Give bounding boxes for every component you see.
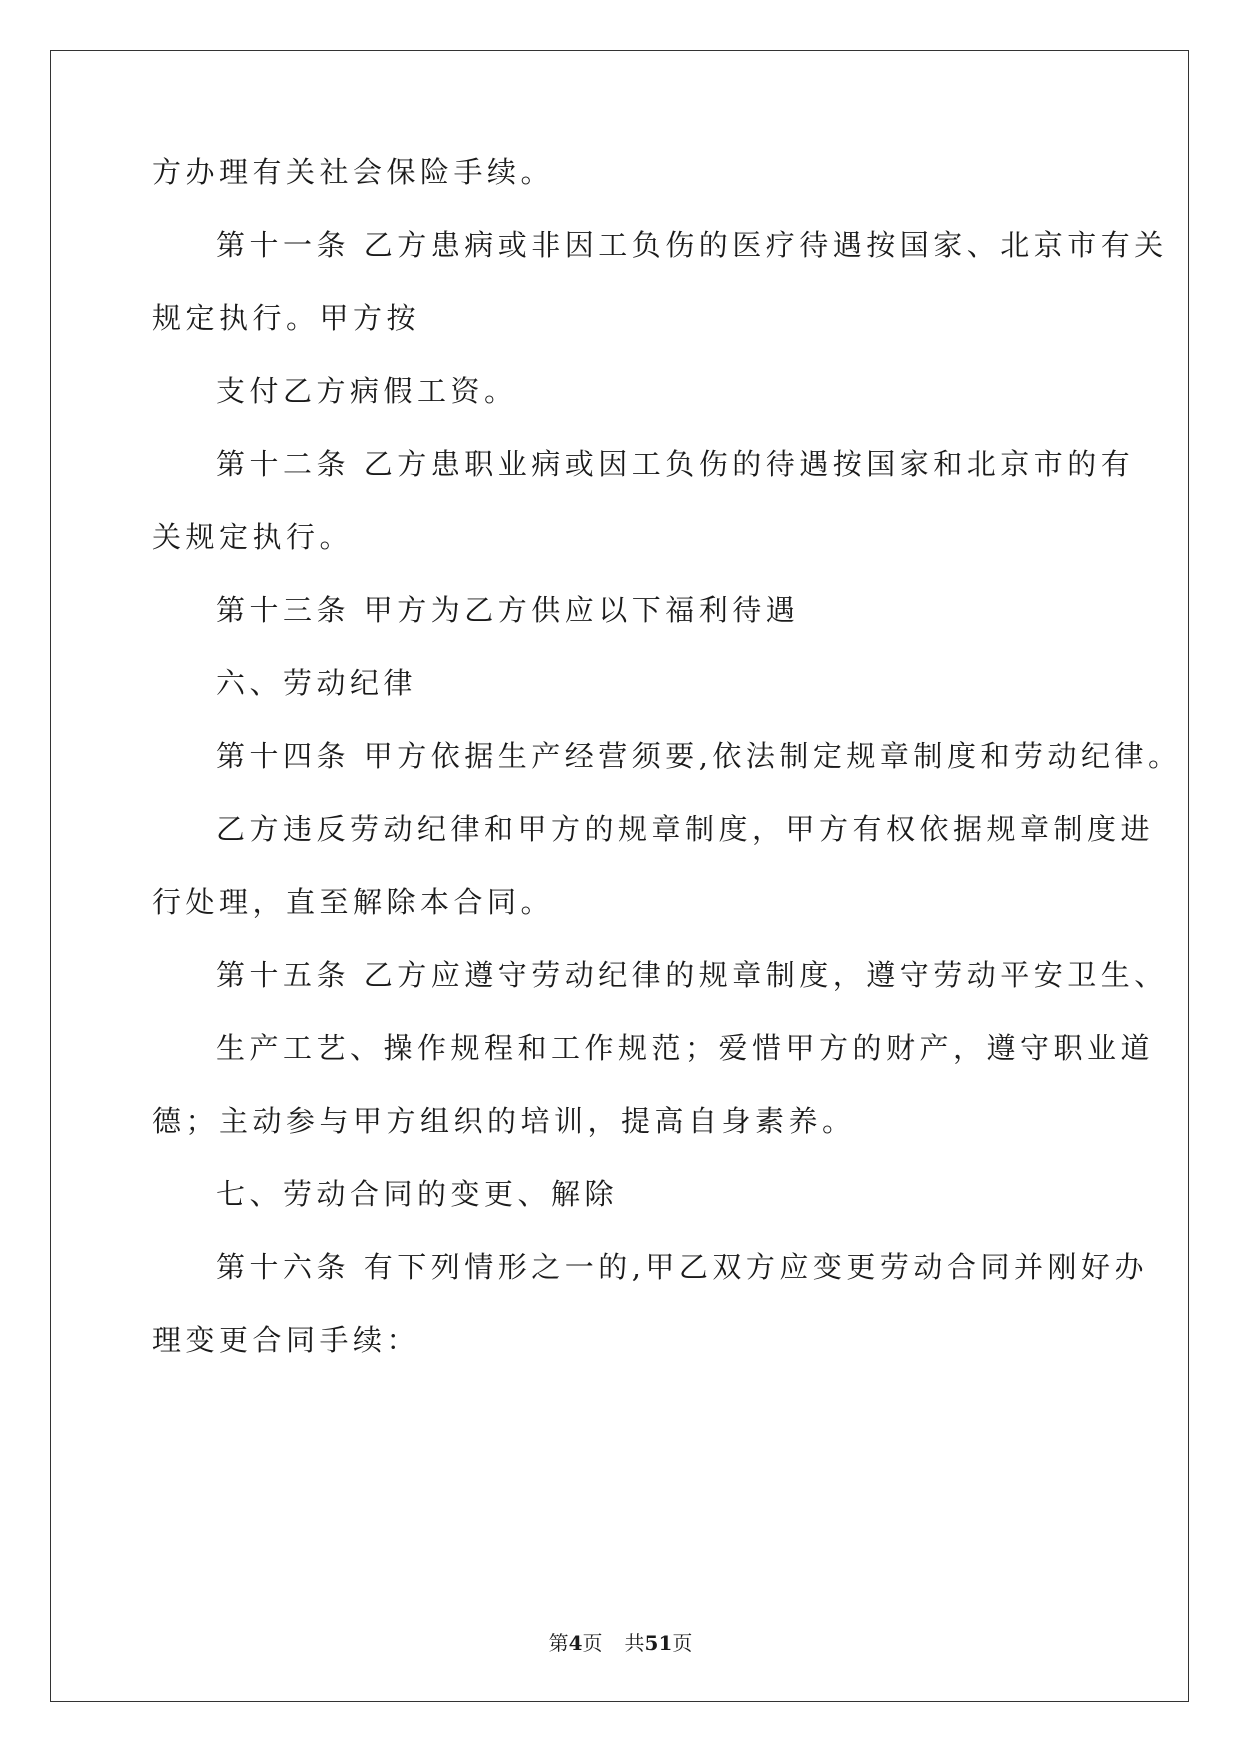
page-label-prefix: 第 bbox=[548, 1631, 569, 1655]
total-label-prefix: 共 bbox=[624, 1631, 645, 1655]
text-line: 第十一条 乙方患病或非因工负伤的医疗待遇按国家、北京市有关 bbox=[216, 228, 1168, 262]
total-pages: 51 bbox=[644, 1631, 673, 1655]
text-line: 理变更合同手续： bbox=[152, 1323, 421, 1357]
text-line: 行处理，直至解除本合同。 bbox=[152, 885, 555, 919]
page-label-suffix: 页 bbox=[582, 1631, 603, 1655]
text-line: 支付乙方病假工资。 bbox=[216, 374, 518, 408]
text-line: 关规定执行。 bbox=[152, 520, 354, 554]
text-line: 第十三条 甲方为乙方供应以下福利待遇 bbox=[216, 593, 800, 627]
section-heading: 七、劳动合同的变更、解除 bbox=[216, 1177, 619, 1211]
text-line: 第十二条 乙方患职业病或因工负伤的待遇按国家和北京市的有 bbox=[216, 447, 1135, 481]
text-line: 方办理有关社会保险手续。 bbox=[152, 155, 555, 189]
text-line: 生产工艺、操作规程和工作规范；爱惜甲方的财产，遵守职业道 bbox=[216, 1031, 1155, 1065]
text-line: 乙方违反劳动纪律和甲方的规章制度，甲方有权依据规章制度进 bbox=[216, 812, 1155, 846]
page-number: 4 bbox=[568, 1631, 583, 1655]
text-line: 德；主动参与甲方组织的培训，提高自身素养。 bbox=[152, 1104, 856, 1138]
text-line: 第十四条 甲方依据生产经营须要,依法制定规章制度和劳动纪律。 bbox=[216, 739, 1182, 773]
section-heading: 六、劳动纪律 bbox=[216, 666, 418, 700]
text-line: 第十六条 有下列情形之一的,甲乙双方应变更劳动合同并刚好办 bbox=[216, 1250, 1148, 1284]
page-footer bbox=[0, 1630, 1241, 1656]
text-line: 规定执行。甲方按 bbox=[152, 301, 421, 335]
total-label-suffix: 页 bbox=[672, 1631, 693, 1655]
text-line: 第十五条 乙方应遵守劳动纪律的规章制度，遵守劳动平安卫生、 bbox=[216, 958, 1168, 992]
